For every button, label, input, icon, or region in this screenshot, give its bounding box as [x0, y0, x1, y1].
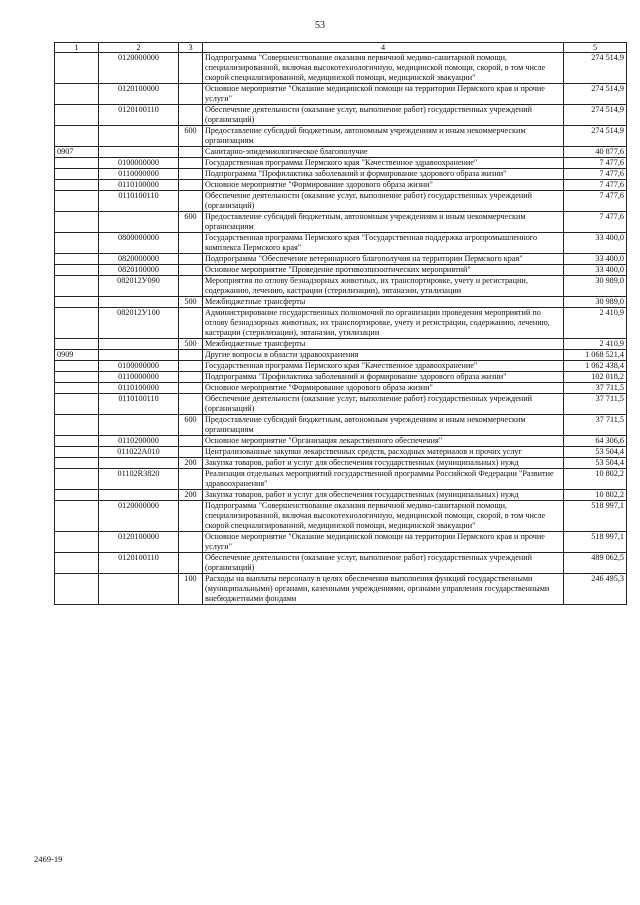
cell-target-article	[99, 574, 179, 605]
cell-amount: 274 514,9	[564, 53, 627, 84]
cell-expense-type	[179, 180, 203, 191]
cell-description: Основное мероприятие "Оказание медицинской помощи на территории Пермского края и прочие услуги"	[203, 532, 564, 553]
budget-table	[54, 42, 627, 605]
cell-amount: 274 514,9	[564, 126, 627, 147]
cell-section-code	[55, 436, 99, 447]
cell-section-code	[55, 297, 99, 308]
cell-section-code	[55, 372, 99, 383]
cell-description: Расходы на выплаты персоналу в целях обеспечения выполнения функций государственными (муниципальными) органами, казенными учреждениями, органами управления государственными внебюджетными фондами	[203, 574, 564, 605]
table-row	[55, 158, 627, 169]
cell-description: Администрирование государственных полномочий по организации проведения мероприятий по отлову безнадзорных животных, их транспортировке, учету и регистрации, содержанию, лечению, кастрации (стерилизации), эвтаназии, утилизации	[203, 308, 564, 339]
cell-amount: 40 877,6	[564, 147, 627, 158]
table-row	[55, 490, 627, 501]
cell-amount: 30 989,0	[564, 276, 627, 297]
cell-expense-type	[179, 265, 203, 276]
cell-section-code	[55, 169, 99, 180]
document-code: 2469-19	[34, 854, 63, 864]
cell-amount: 1 068 521,4	[564, 350, 627, 361]
cell-target-article	[99, 126, 179, 147]
cell-expense-type	[179, 308, 203, 339]
cell-target-article: 0820100000	[99, 265, 179, 276]
table-row	[55, 276, 627, 297]
cell-target-article: 0120100000	[99, 532, 179, 553]
cell-description: Централизованные закупки лекарственных средств, расходных материалов и прочих услуг	[203, 447, 564, 458]
cell-amount: 518 997,1	[564, 532, 627, 553]
table-row	[55, 339, 627, 350]
header-col-5: 5	[564, 43, 627, 53]
cell-target-article: 082012У100	[99, 308, 179, 339]
cell-section-code	[55, 276, 99, 297]
cell-expense-type	[179, 553, 203, 574]
table-row	[55, 297, 627, 308]
table-row	[55, 415, 627, 436]
cell-amount: 7 477,6	[564, 191, 627, 212]
cell-target-article: 0110000000	[99, 169, 179, 180]
cell-description: Основное мероприятие "Формирование здорового образа жизни"	[203, 180, 564, 191]
cell-target-article: 082012У090	[99, 276, 179, 297]
cell-expense-type	[179, 532, 203, 553]
cell-amount: 37 711,5	[564, 383, 627, 394]
cell-description: Закупка товаров, работ и услуг для обеспечения государственных (муниципальных) нужд	[203, 490, 564, 501]
cell-description: Подпрограмма "Профилактика заболеваний и формирование здорового образа жизни"	[203, 372, 564, 383]
cell-amount: 518 997,1	[564, 501, 627, 532]
cell-description: Обеспечение деятельности (оказание услуг, выполнение работ) государственных учреждений (организаций)	[203, 553, 564, 574]
cell-target-article: 0110100000	[99, 180, 179, 191]
cell-amount: 33 400,0	[564, 254, 627, 265]
cell-section-code	[55, 158, 99, 169]
cell-section-code	[55, 126, 99, 147]
cell-section-code	[55, 532, 99, 553]
table-row	[55, 350, 627, 361]
cell-section-code	[55, 394, 99, 415]
cell-target-article: 0820000000	[99, 254, 179, 265]
cell-amount: 10 802,2	[564, 490, 627, 501]
cell-target-article: 0110000000	[99, 372, 179, 383]
cell-target-article: 0110100110	[99, 191, 179, 212]
cell-target-article: 0110100000	[99, 383, 179, 394]
cell-expense-type	[179, 169, 203, 180]
cell-section-code	[55, 191, 99, 212]
cell-target-article: 0120000000	[99, 501, 179, 532]
cell-amount: 246 495,3	[564, 574, 627, 605]
cell-expense-type	[179, 383, 203, 394]
cell-expense-type	[179, 469, 203, 490]
cell-description: Основное мероприятие "Оказание медицинской помощи на территории Пермского края и прочие услуги"	[203, 84, 564, 105]
cell-amount: 7 477,6	[564, 169, 627, 180]
cell-amount: 37 711,5	[564, 415, 627, 436]
table-row	[55, 447, 627, 458]
table-row	[55, 383, 627, 394]
cell-amount: 2 410,9	[564, 308, 627, 339]
table-row	[55, 265, 627, 276]
table-row	[55, 436, 627, 447]
cell-description: Межбюджетные трансферты	[203, 297, 564, 308]
page-number: 53	[315, 20, 325, 31]
cell-expense-type	[179, 233, 203, 254]
cell-description: Предоставление субсидий бюджетным, автономным учреждениям и иным некоммерческим организациям	[203, 415, 564, 436]
cell-target-article: 0120100110	[99, 553, 179, 574]
cell-expense-type	[179, 501, 203, 532]
cell-section-code	[55, 501, 99, 532]
cell-target-article	[99, 339, 179, 350]
cell-expense-type: 500	[179, 339, 203, 350]
cell-target-article: 0100000000	[99, 361, 179, 372]
table-row	[55, 501, 627, 532]
cell-description: Государственная программа Пермского края "Качественное здравоохранение"	[203, 361, 564, 372]
cell-expense-type: 200	[179, 490, 203, 501]
cell-expense-type	[179, 447, 203, 458]
cell-expense-type	[179, 350, 203, 361]
cell-amount: 7 477,6	[564, 212, 627, 233]
table-row	[55, 469, 627, 490]
cell-target-article: 01102R3820	[99, 469, 179, 490]
cell-amount: 10 802,2	[564, 469, 627, 490]
cell-expense-type	[179, 436, 203, 447]
cell-description: Закупка товаров, работ и услуг для обеспечения государственных (муниципальных) нужд	[203, 458, 564, 469]
table-row	[55, 212, 627, 233]
cell-description: Подпрограмма "Совершенствование оказания первичной медико-санитарной помощи, специализированной, включая высокотехнологичную, медицинской помощи, скорой, в том числе скорой специализированной, медицинской помощи, медицинской эвакуации"	[203, 53, 564, 84]
cell-description: Предоставление субсидий бюджетным, автономным учреждениям и иным некоммерческим организациям	[203, 212, 564, 233]
cell-amount: 489 062,5	[564, 553, 627, 574]
cell-section-code	[55, 212, 99, 233]
cell-target-article	[99, 212, 179, 233]
cell-target-article: 0120000000	[99, 53, 179, 84]
cell-expense-type	[179, 84, 203, 105]
cell-description: Обеспечение деятельности (оказание услуг, выполнение работ) государственных учреждений (организаций)	[203, 394, 564, 415]
table-row	[55, 361, 627, 372]
table-row	[55, 169, 627, 180]
table-row	[55, 254, 627, 265]
table-row	[55, 126, 627, 147]
cell-expense-type: 500	[179, 297, 203, 308]
cell-section-code	[55, 308, 99, 339]
cell-expense-type	[179, 105, 203, 126]
cell-section-code	[55, 233, 99, 254]
cell-description: Подпрограмма "Обеспечение ветеринарного благополучия на территории Пермского края"	[203, 254, 564, 265]
table-row	[55, 458, 627, 469]
cell-section-code: 0909	[55, 350, 99, 361]
cell-amount: 30 989,0	[564, 297, 627, 308]
cell-description: Основное мероприятие "Проведение противоэпизоотических мероприятий"	[203, 265, 564, 276]
cell-section-code	[55, 574, 99, 605]
table-row	[55, 180, 627, 191]
table-row	[55, 553, 627, 574]
cell-amount: 7 477,6	[564, 180, 627, 191]
cell-section-code	[55, 415, 99, 436]
cell-section-code	[55, 180, 99, 191]
cell-description: Подпрограмма "Совершенствование оказания первичной медико-санитарной помощи, специализированной, включая высокотехнологичную, медицинской помощи, скорой, в том числе скорой специализированной, медицинской помощи, медицинской эвакуации"	[203, 501, 564, 532]
table-row	[55, 147, 627, 158]
table-row	[55, 191, 627, 212]
cell-expense-type	[179, 361, 203, 372]
cell-section-code	[55, 447, 99, 458]
cell-description: Государственная программа Пермского края "Государственная поддержка агропромышленного комплекса Пермского края"	[203, 233, 564, 254]
cell-section-code	[55, 490, 99, 501]
header-col-3: 3	[179, 43, 203, 53]
cell-section-code	[55, 383, 99, 394]
cell-expense-type	[179, 147, 203, 158]
cell-description: Обеспечение деятельности (оказание услуг, выполнение работ) государственных учреждений (организаций)	[203, 191, 564, 212]
table-row	[55, 394, 627, 415]
table-row	[55, 574, 627, 605]
cell-description: Предоставление субсидий бюджетным, автономным учреждениям и иным некоммерческим организациям	[203, 126, 564, 147]
table-header-row	[55, 43, 627, 53]
cell-description: Основное мероприятие "Организация лекарственного обеспечения"	[203, 436, 564, 447]
table-row	[55, 105, 627, 126]
cell-target-article	[99, 297, 179, 308]
cell-expense-type	[179, 254, 203, 265]
cell-section-code	[55, 265, 99, 276]
cell-section-code	[55, 84, 99, 105]
table-row	[55, 84, 627, 105]
table-row	[55, 372, 627, 383]
cell-amount: 53 504,4	[564, 447, 627, 458]
cell-amount: 33 400,0	[564, 265, 627, 276]
cell-target-article	[99, 147, 179, 158]
header-col-4: 4	[203, 43, 564, 53]
table-row	[55, 53, 627, 84]
cell-amount: 2 410,9	[564, 339, 627, 350]
cell-section-code	[55, 105, 99, 126]
header-col-2: 2	[99, 43, 179, 53]
cell-amount: 102 018,2	[564, 372, 627, 383]
cell-amount: 37 711,5	[564, 394, 627, 415]
cell-expense-type	[179, 53, 203, 84]
table-row	[55, 532, 627, 553]
cell-amount: 64 306,6	[564, 436, 627, 447]
cell-target-article	[99, 490, 179, 501]
cell-section-code	[55, 469, 99, 490]
cell-target-article: 0110100110	[99, 394, 179, 415]
cell-amount: 53 504,4	[564, 458, 627, 469]
cell-expense-type	[179, 158, 203, 169]
cell-target-article: 0120100000	[99, 84, 179, 105]
cell-section-code	[55, 458, 99, 469]
cell-description: Обеспечение деятельности (оказание услуг, выполнение работ) государственных учреждений (организаций)	[203, 105, 564, 126]
cell-target-article: 0120100110	[99, 105, 179, 126]
cell-description: Реализация отдельных мероприятий государственной программы Российской Федерации "Развитие здравоохранения"	[203, 469, 564, 490]
cell-amount: 33 400,0	[564, 233, 627, 254]
table-row	[55, 308, 627, 339]
cell-section-code	[55, 553, 99, 574]
cell-amount: 7 477,6	[564, 158, 627, 169]
header-col-1: 1	[55, 43, 99, 53]
cell-description: Основное мероприятие "Формирование здорового образа жизни"	[203, 383, 564, 394]
cell-expense-type: 100	[179, 574, 203, 605]
cell-description: Межбюджетные трансферты	[203, 339, 564, 350]
cell-target-article	[99, 415, 179, 436]
cell-target-article: 011022А010	[99, 447, 179, 458]
cell-description: Подпрограмма "Профилактика заболеваний и формирование здорового образа жизни"	[203, 169, 564, 180]
table-row	[55, 233, 627, 254]
cell-description: Мероприятия по отлову безнадзорных животных, их транспортировке, учету и регистрации, содержанию, лечению, кастрации (стерилизации), эвтаназии, утилизации	[203, 276, 564, 297]
cell-expense-type: 600	[179, 415, 203, 436]
cell-expense-type	[179, 191, 203, 212]
cell-section-code	[55, 254, 99, 265]
cell-amount: 274 514,9	[564, 105, 627, 126]
cell-description: Государственная программа Пермского края "Качественное здравоохранение"	[203, 158, 564, 169]
cell-target-article	[99, 350, 179, 361]
cell-section-code	[55, 361, 99, 372]
cell-expense-type	[179, 372, 203, 383]
cell-expense-type	[179, 276, 203, 297]
cell-target-article: 0800000000	[99, 233, 179, 254]
cell-amount: 1 062 438,4	[564, 361, 627, 372]
cell-target-article: 0100000000	[99, 158, 179, 169]
budget-table-body	[55, 43, 627, 605]
cell-expense-type: 600	[179, 126, 203, 147]
cell-section-code	[55, 339, 99, 350]
cell-section-code: 0907	[55, 147, 99, 158]
cell-description: Санитарно-эпидемиологическое благополучие	[203, 147, 564, 158]
cell-amount: 274 514,9	[564, 84, 627, 105]
cell-expense-type	[179, 394, 203, 415]
cell-target-article: 0110200000	[99, 436, 179, 447]
cell-section-code	[55, 53, 99, 84]
cell-expense-type: 600	[179, 212, 203, 233]
cell-target-article	[99, 458, 179, 469]
cell-description: Другие вопросы в области здравоохранения	[203, 350, 564, 361]
cell-expense-type: 200	[179, 458, 203, 469]
